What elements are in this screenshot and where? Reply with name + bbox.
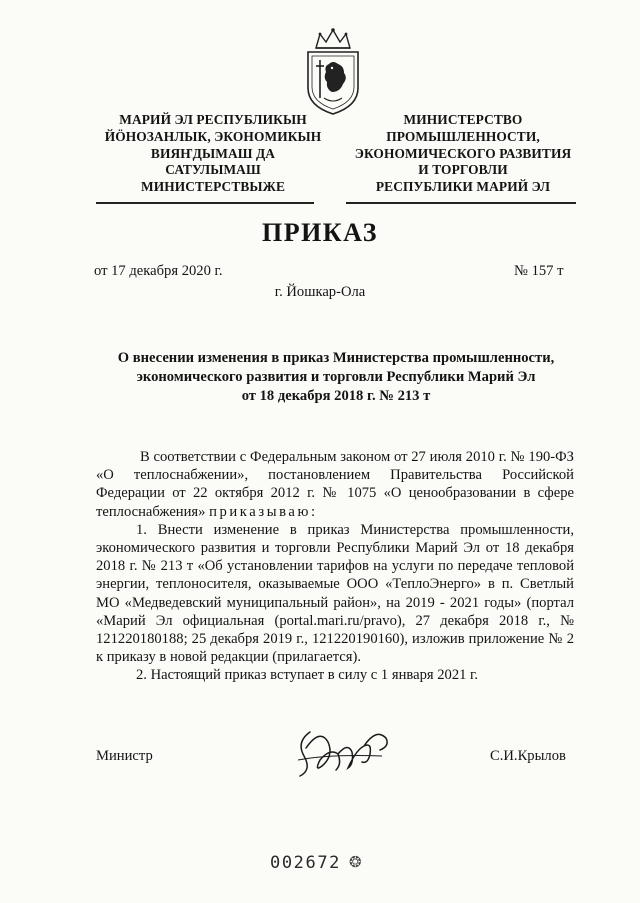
document-subject [96, 349, 576, 406]
intro-text: В соответствии с Федеральным законом от 27 июля 2010 г. № 190-ФЗ «О теплоснабжении», постановлением Правительства Российской Федерации от 22 октября 2012 г. № 1075 «О ценообразовании в сфере теплоснабжения» [96, 449, 574, 520]
header-line: ВИЯҤДЫМАШ ДА [150, 145, 276, 161]
ministry-name-russian [348, 112, 578, 196]
header-line: МИНИСТЕРСТВЫЖЕ [140, 179, 285, 195]
header-line: ЭКОНОМИЧЕСКОГО РАЗВИТИЯ [354, 145, 572, 161]
document-body [96, 448, 574, 685]
document-title: ПРИКАЗ [261, 218, 379, 247]
document-number: № 157 т [514, 263, 564, 279]
header-line: САТУЛЫМАШ [165, 162, 261, 178]
decree-word: приказываю: [209, 503, 318, 520]
header-divider-left [96, 202, 314, 204]
coat-of-arms-icon [302, 26, 364, 116]
header-line: РЕСПУБЛИКИ МАРИЙ ЭЛ [375, 179, 551, 195]
body-intro [96, 448, 574, 521]
subject-line: экономического развития и торговли Республики Марий Эл [136, 369, 536, 385]
body-item-2: 2. Настоящий приказ вступает в силу с 1 января 2021 г. [136, 667, 479, 684]
document-city: г. Йошкар-Ола [274, 284, 366, 300]
header-line: МИНИСТЕРСТВО [403, 112, 523, 127]
ministry-name-mari [98, 112, 328, 196]
header-line: ЙӦНОЗАНЛЫК, ЭКОНОМИКЫН [104, 128, 322, 144]
body-item-1: 1. Внести изменение в приказ Министерства промышленности, экономического развития и торговли Республики Марий Эл от 18 декабря 2018 г. № 213 т «Об установлении тарифов на услуги по передаче тепловой энергии, теплоносителя, оказываемые ООО «ТеплоЭнерго» в п. Светлый МО «Медведевский муниципальный район», на 2019 - 2021 годы» (портал «Марий Эл официальная (portal.mari.ru/pravo), 27 декабря 2018 г., № 121220180188; 25 декабря 2019 г., 121220190160), изложив приложение № 2 к приказу в новой редакции (прилагается). [96, 521, 574, 666]
header-line: ПРОМЫШЛЕННОСТИ, [386, 128, 540, 144]
subject-line: О внесении изменения в приказ Министерства промышленности, [117, 350, 555, 366]
subject-line: от 18 декабря 2018 г. № 213 т [241, 388, 431, 404]
stamp-mark-icon: ❂ [349, 853, 362, 871]
header-line: МАРИЙ ЭЛ РЕСПУБЛИКЫН [119, 112, 307, 127]
serial-number: 002672 [270, 853, 342, 873]
document-date: от 17 декабря 2020 г. [94, 263, 223, 279]
signer-name: С.И.Крылов [490, 748, 566, 764]
header-divider-right [346, 202, 576, 204]
header-line: И ТОРГОВЛИ [418, 162, 508, 178]
handwritten-signature [290, 720, 400, 782]
signer-position: Министр [96, 748, 153, 764]
